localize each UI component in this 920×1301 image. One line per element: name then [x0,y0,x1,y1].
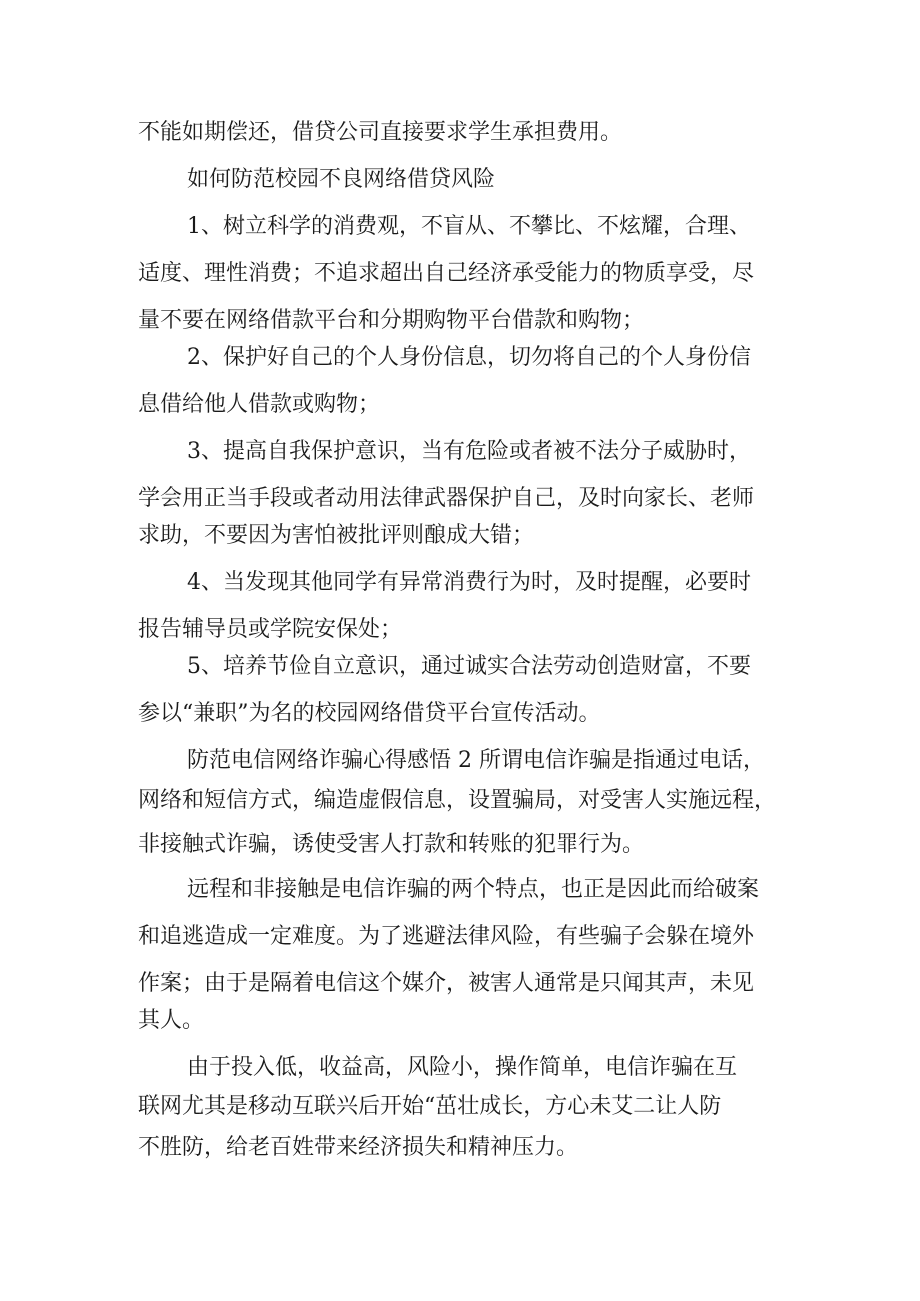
text-line: 非接触式诈骗，诱使受害人打款和转账的犯罪行为。 [138,832,645,857]
text-line: 2、保护好自己的个人身份信息，切勿将自己的个人身份信 [187,345,751,370]
text-line: 不能如期偿还，借贷公司直接要求学生承担费用。 [138,120,623,145]
text-line: 不胜防，给老百姓带来经济损失和精神压力。 [138,1135,579,1160]
text-line: 由于投入低，收益高，风险小，操作简单，电信诈骗在互 [187,1055,738,1080]
text-line: 其人。 [138,1008,205,1033]
text-line: 和追逃造成一定难度。为了逃避法律风险，有些骗子会躲在境外 [138,924,755,949]
text-line: 网络和短信方式，编造虚假信息，设置骗局，对受害人实施远程， [138,788,777,813]
text-line: 息借给他人借款或购物； [138,392,381,417]
text-line: 联网尤其是移动互联兴后开始“茁壮成长，方心未艾二让人防 [138,1094,722,1119]
text-line: 5、培养节俭自立意识，通过诚实合法劳动创造财富，不要 [187,654,751,679]
text-line: 报告辅导员或学院安保处； [138,617,403,642]
text-line: 3、提高自我保护意识，当有危险或者被不法分子威胁时， [187,439,751,464]
text-line: 防范电信网络诈骗心得感悟 2 所谓电信诈骗是指通过电话， [187,748,765,773]
section-heading: 如何防范校园不良网络借贷风险 [187,167,496,192]
text-line: 作案；由于是隔着电信这个媒介，被害人通常是只闻其声，未见 [138,971,755,996]
text-line: 远程和非接触是电信诈骗的两个特点，也正是因此而给破案 [187,877,760,902]
text-line: 4、当发现其他同学有异常消费行为时，及时提醒，必要时 [187,570,751,595]
text-line: 学会用正当手段或者动用法律武器保护自己，及时向家长、老师 [138,486,755,511]
text-line: 求助，不要因为害怕被批评则酿成大错； [138,523,535,548]
text-line: 1、树立科学的消费观，不盲从、不攀比、不炫耀，合理、 [187,214,751,239]
text-line: 量不要在网络借款平台和分期购物平台借款和购物； [138,308,645,333]
text-line: 参以“兼职”为名的校园网络借贷平台宣传活动。 [138,701,601,726]
text-line: 适度、理性消费；不追求超出自己经济承受能力的物质享受，尽 [138,261,755,286]
